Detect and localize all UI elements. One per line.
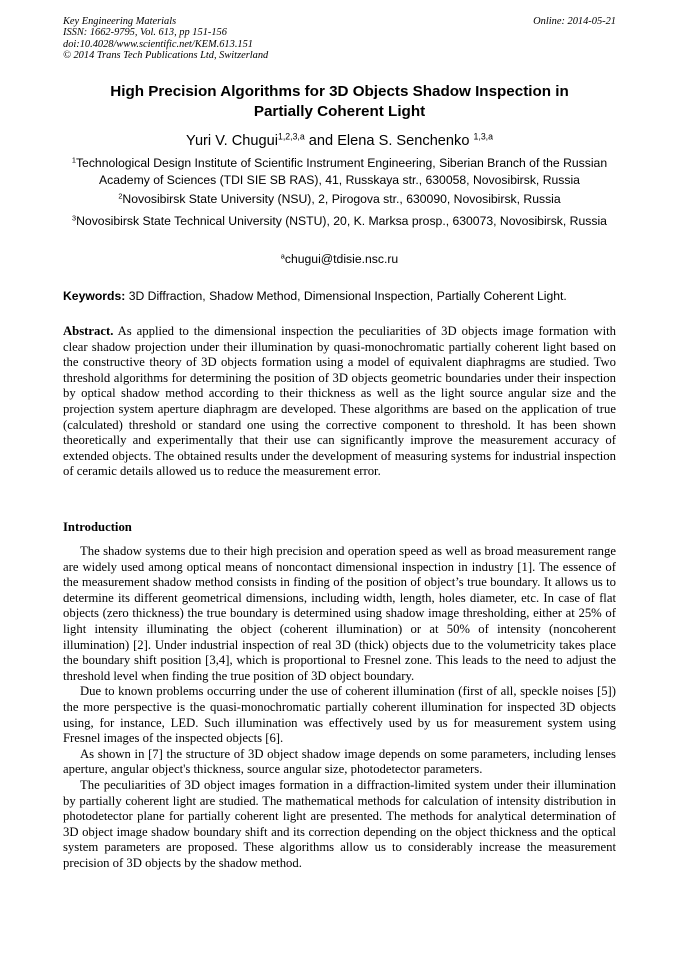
copyright-line: © 2014 Trans Tech Publications Ltd, Switzerland xyxy=(63,50,269,62)
paper-title xyxy=(63,82,616,122)
author-name: Elena S. Senchenko xyxy=(337,133,474,149)
author-name: Yuri V. Chugui xyxy=(186,133,278,149)
online-date: Online: 2014-05-21 xyxy=(533,16,616,27)
doi-line: doi:10.4028/www.scientific.net/KEM.613.151 xyxy=(63,38,253,50)
affiliation-text: Technological Design Institute of Scientific Instrument Engineering, Siberian Branch of the Russian Academy of Sciences (TDI SIE SB RAS), 41, Russkaya str., 630058, Novosibirsk, Russia xyxy=(75,156,608,187)
affiliation-marker: a xyxy=(280,251,285,261)
affiliation-text: Novosibirsk State University (NSU), 2, Pirogova str., 630090, Novosibirsk, Russia xyxy=(122,192,561,206)
paragraph: As shown in [7] the structure of 3D object shadow image depends on some parameters, including lenses aperture, angular object's thickness, source angular size, photodetector parameters. xyxy=(63,746,616,777)
affiliation xyxy=(63,191,616,208)
author-list xyxy=(63,132,616,150)
keywords xyxy=(63,288,616,304)
journal-name: Key Engineering Materials xyxy=(63,16,177,27)
affiliation xyxy=(63,213,616,230)
affiliation-marker: 3 xyxy=(72,213,77,223)
author-affiliation-marker: 1,2,3,a xyxy=(277,131,305,142)
affiliation-email xyxy=(63,251,616,268)
abstract xyxy=(63,324,616,480)
affiliation-marker: 1 xyxy=(71,155,76,165)
paragraph: The shadow systems due to their high precision and operation speed as well as broad measurement range are widely used among optical means of noncontact dimensional inspection in industry [1]. The essence of the measurement shadow method consists in finding of the position of object’s true boundary. It allows us to determine its different geometrical dimensions, including width, length, holes diameter, etc. In case of flat objects (zero thickness) the true boundary is determined using shadow image thresholding, either at 25% of light intensity illuminating the object (coherent illumination) or at 50% of intensity (noncoherent illumination) [2]. Under industrial inspection of real 3D (thick) objects due to the volumetricity takes place the boundary shift position [3,4], which is proportional to Fresnel zone. This leads to the need to adjust the threshold level when finding the true position of 3D object boundary. xyxy=(63,544,616,683)
title-line-1: High Precision Algorithms for 3D Objects Shadow Inspection in xyxy=(110,83,569,100)
author-conjunction: and xyxy=(304,133,338,149)
affiliation xyxy=(63,155,616,189)
affiliation-marker: 2 xyxy=(118,191,123,201)
affiliation-text: Novosibirsk State Technical University (NSTU), 20, K. Marksa prosp., 630073, Novosibirsk, Russia xyxy=(76,214,607,228)
section-heading-introduction: Introduction xyxy=(63,520,132,534)
keywords-text: 3D Diffraction, Shadow Method, Dimensional Inspection, Partially Coherent Light. xyxy=(125,289,567,303)
email-link[interactable]: chugui@tdisie.nsc.ru xyxy=(284,252,399,266)
introduction-body xyxy=(63,544,616,871)
abstract-label: Abstract. xyxy=(63,324,114,338)
paragraph: The peculiarities of 3D object images formation in a diffraction-limited system under their illumination by partially coherent light are studied. The mathematical methods for calculation of intensity distribution in photodetector plane for partially coherent light are presented. The methods for analytical determination of 3D object image shadow boundary shift and its correction depending on the object thickness and the optical system parameters are proposed. These algorithms allow us to considerably increase the measurement precision of 3D objects by the shadow method. xyxy=(63,777,616,870)
paragraph: Due to known problems occurring under the use of coherent illumination (first of all, speckle noises [5]) the more perspective is the quasi-monochromatic partially coherent illumination for inspected 3D objects using, for instance, LED. Such illumination was effectively used by us for measurement system using Fresnel images of the inspected objects [6]. xyxy=(63,684,616,746)
author-affiliation-marker: 1,3,a xyxy=(473,131,493,142)
abstract-text: As applied to the dimensional inspection the peculiarities of 3D objects image formation with clear shadow projection under their illumination by quasi-monochromatic partially coherent light based on the constructive theory of 3D objects formation using a model of equivalent diaphragms are studied. Two threshold algorithms for determining the position of 3D objects geometric boundaries under their inspection by optical shadow method according to their thickness as well as the light source angular size and the projection system aperture diaphragm are developed. These algorithms are based on the application of true (calculated) threshold or standard one using the corrective component to threshold. It has been shown theoretically and experimentally that their use can significantly improve the measurement accuracy of extended objects. The obtained results under the development of measuring systems for industrial inspection of ceramic details allowed us to reduce the measurement error. xyxy=(63,324,616,479)
journal-header xyxy=(63,16,616,62)
keywords-label: Keywords: xyxy=(63,289,126,303)
title-line-2: Partially Coherent Light xyxy=(253,103,426,120)
issn-line: ISSN: 1662-9795, Vol. 613, pp 151-156 xyxy=(63,27,227,39)
